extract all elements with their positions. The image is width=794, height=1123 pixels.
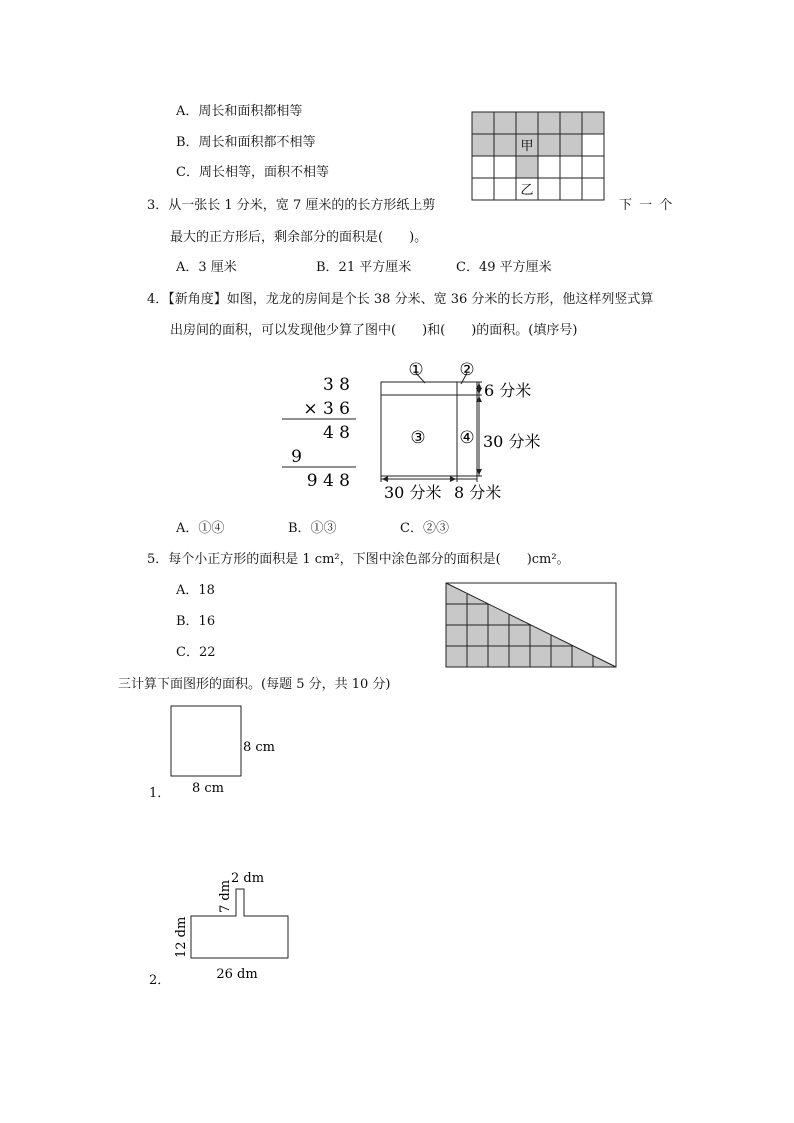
dim-top-right: 6 分米 bbox=[484, 381, 532, 400]
q3-stem-line1-end: 下 一 个 bbox=[619, 198, 673, 213]
q3-stem-line2: 最大的正方形后，剩余部分的面积是( )。 bbox=[170, 230, 428, 245]
calc-row5: 9 4 8 bbox=[306, 471, 350, 491]
q4-option-b: B．①③ bbox=[288, 521, 337, 536]
grid-label-yi: 乙 bbox=[520, 183, 534, 198]
region-2-label: ② bbox=[459, 360, 475, 380]
q4-room-diagram bbox=[375, 356, 545, 506]
region-4-label: ④ bbox=[459, 428, 475, 448]
q2-option-a: A．周长和面积都相等 bbox=[176, 104, 303, 119]
q5-triangle-figure bbox=[444, 581, 619, 671]
q5-stem: 5．每个小正方形的面积是 1 cm²，下图中涂色部分的面积是( )cm²。 bbox=[147, 552, 570, 567]
calc-row4: 9 bbox=[291, 447, 302, 467]
p2-composite-figure bbox=[165, 865, 325, 990]
region-1-label: ① bbox=[408, 360, 424, 380]
q4-option-a: A．①④ bbox=[176, 521, 225, 536]
calc-row1: 3 8 bbox=[322, 375, 350, 395]
p2-tab-height-label: 7 dm bbox=[218, 879, 233, 913]
calc-row2: × 3 6 bbox=[303, 399, 350, 419]
q4-stem-line1: 4．【新角度】如图，龙龙的房间是个长 38 分米、宽 36 分米的长方形，他这样列竖式算 bbox=[147, 292, 654, 307]
p1-number: 1． bbox=[149, 786, 171, 801]
q4-vertical-multiplication bbox=[280, 370, 370, 500]
p2-bottom-label: 26 dm bbox=[216, 967, 258, 982]
q3-option-a: A．3 厘米 bbox=[176, 260, 237, 275]
p1-bottom-label: 8 cm bbox=[191, 781, 225, 796]
q4-option-c: C．②③ bbox=[400, 521, 449, 536]
q3-stem-line1: 3．从一张长 1 分米，宽 7 厘米的的长方形纸上剪 bbox=[147, 198, 436, 213]
q3-option-b: B．21 平方厘米 bbox=[316, 260, 412, 275]
p2-top-label: 2 dm bbox=[231, 871, 265, 886]
p1-square-figure bbox=[165, 700, 285, 800]
q4-stem-line2: 出房间的面积，可以发现他少算了图中( )和( )的面积。(填序号) bbox=[170, 323, 578, 338]
q5-option-b: B．16 bbox=[176, 614, 216, 629]
p2-left-label: 12 dm bbox=[174, 916, 189, 958]
q2-grid-figure bbox=[470, 110, 610, 205]
p2-number: 2． bbox=[149, 973, 171, 988]
dim-bottom-right: 8 分米 bbox=[454, 483, 502, 502]
q5-option-c: C．22 bbox=[176, 645, 216, 660]
q2-option-b: B．周长和面积都不相等 bbox=[176, 135, 316, 150]
p1-side-label: 8 cm bbox=[243, 740, 276, 755]
section3-title: 三计算下面图形的面积。(每题 5 分，共 10 分) bbox=[118, 677, 391, 692]
grid-label-jia: 甲 bbox=[520, 139, 534, 154]
q2-option-c: C．周长相等，面积不相等 bbox=[176, 165, 329, 180]
q3-option-c: C．49 平方厘米 bbox=[456, 260, 552, 275]
calc-row3: 4 8 bbox=[322, 423, 350, 443]
q5-option-a: A．18 bbox=[176, 583, 215, 598]
dim-bottom-left: 30 分米 bbox=[384, 483, 442, 502]
dim-right: 30 分米 bbox=[483, 432, 541, 451]
region-3-label: ③ bbox=[410, 428, 426, 448]
